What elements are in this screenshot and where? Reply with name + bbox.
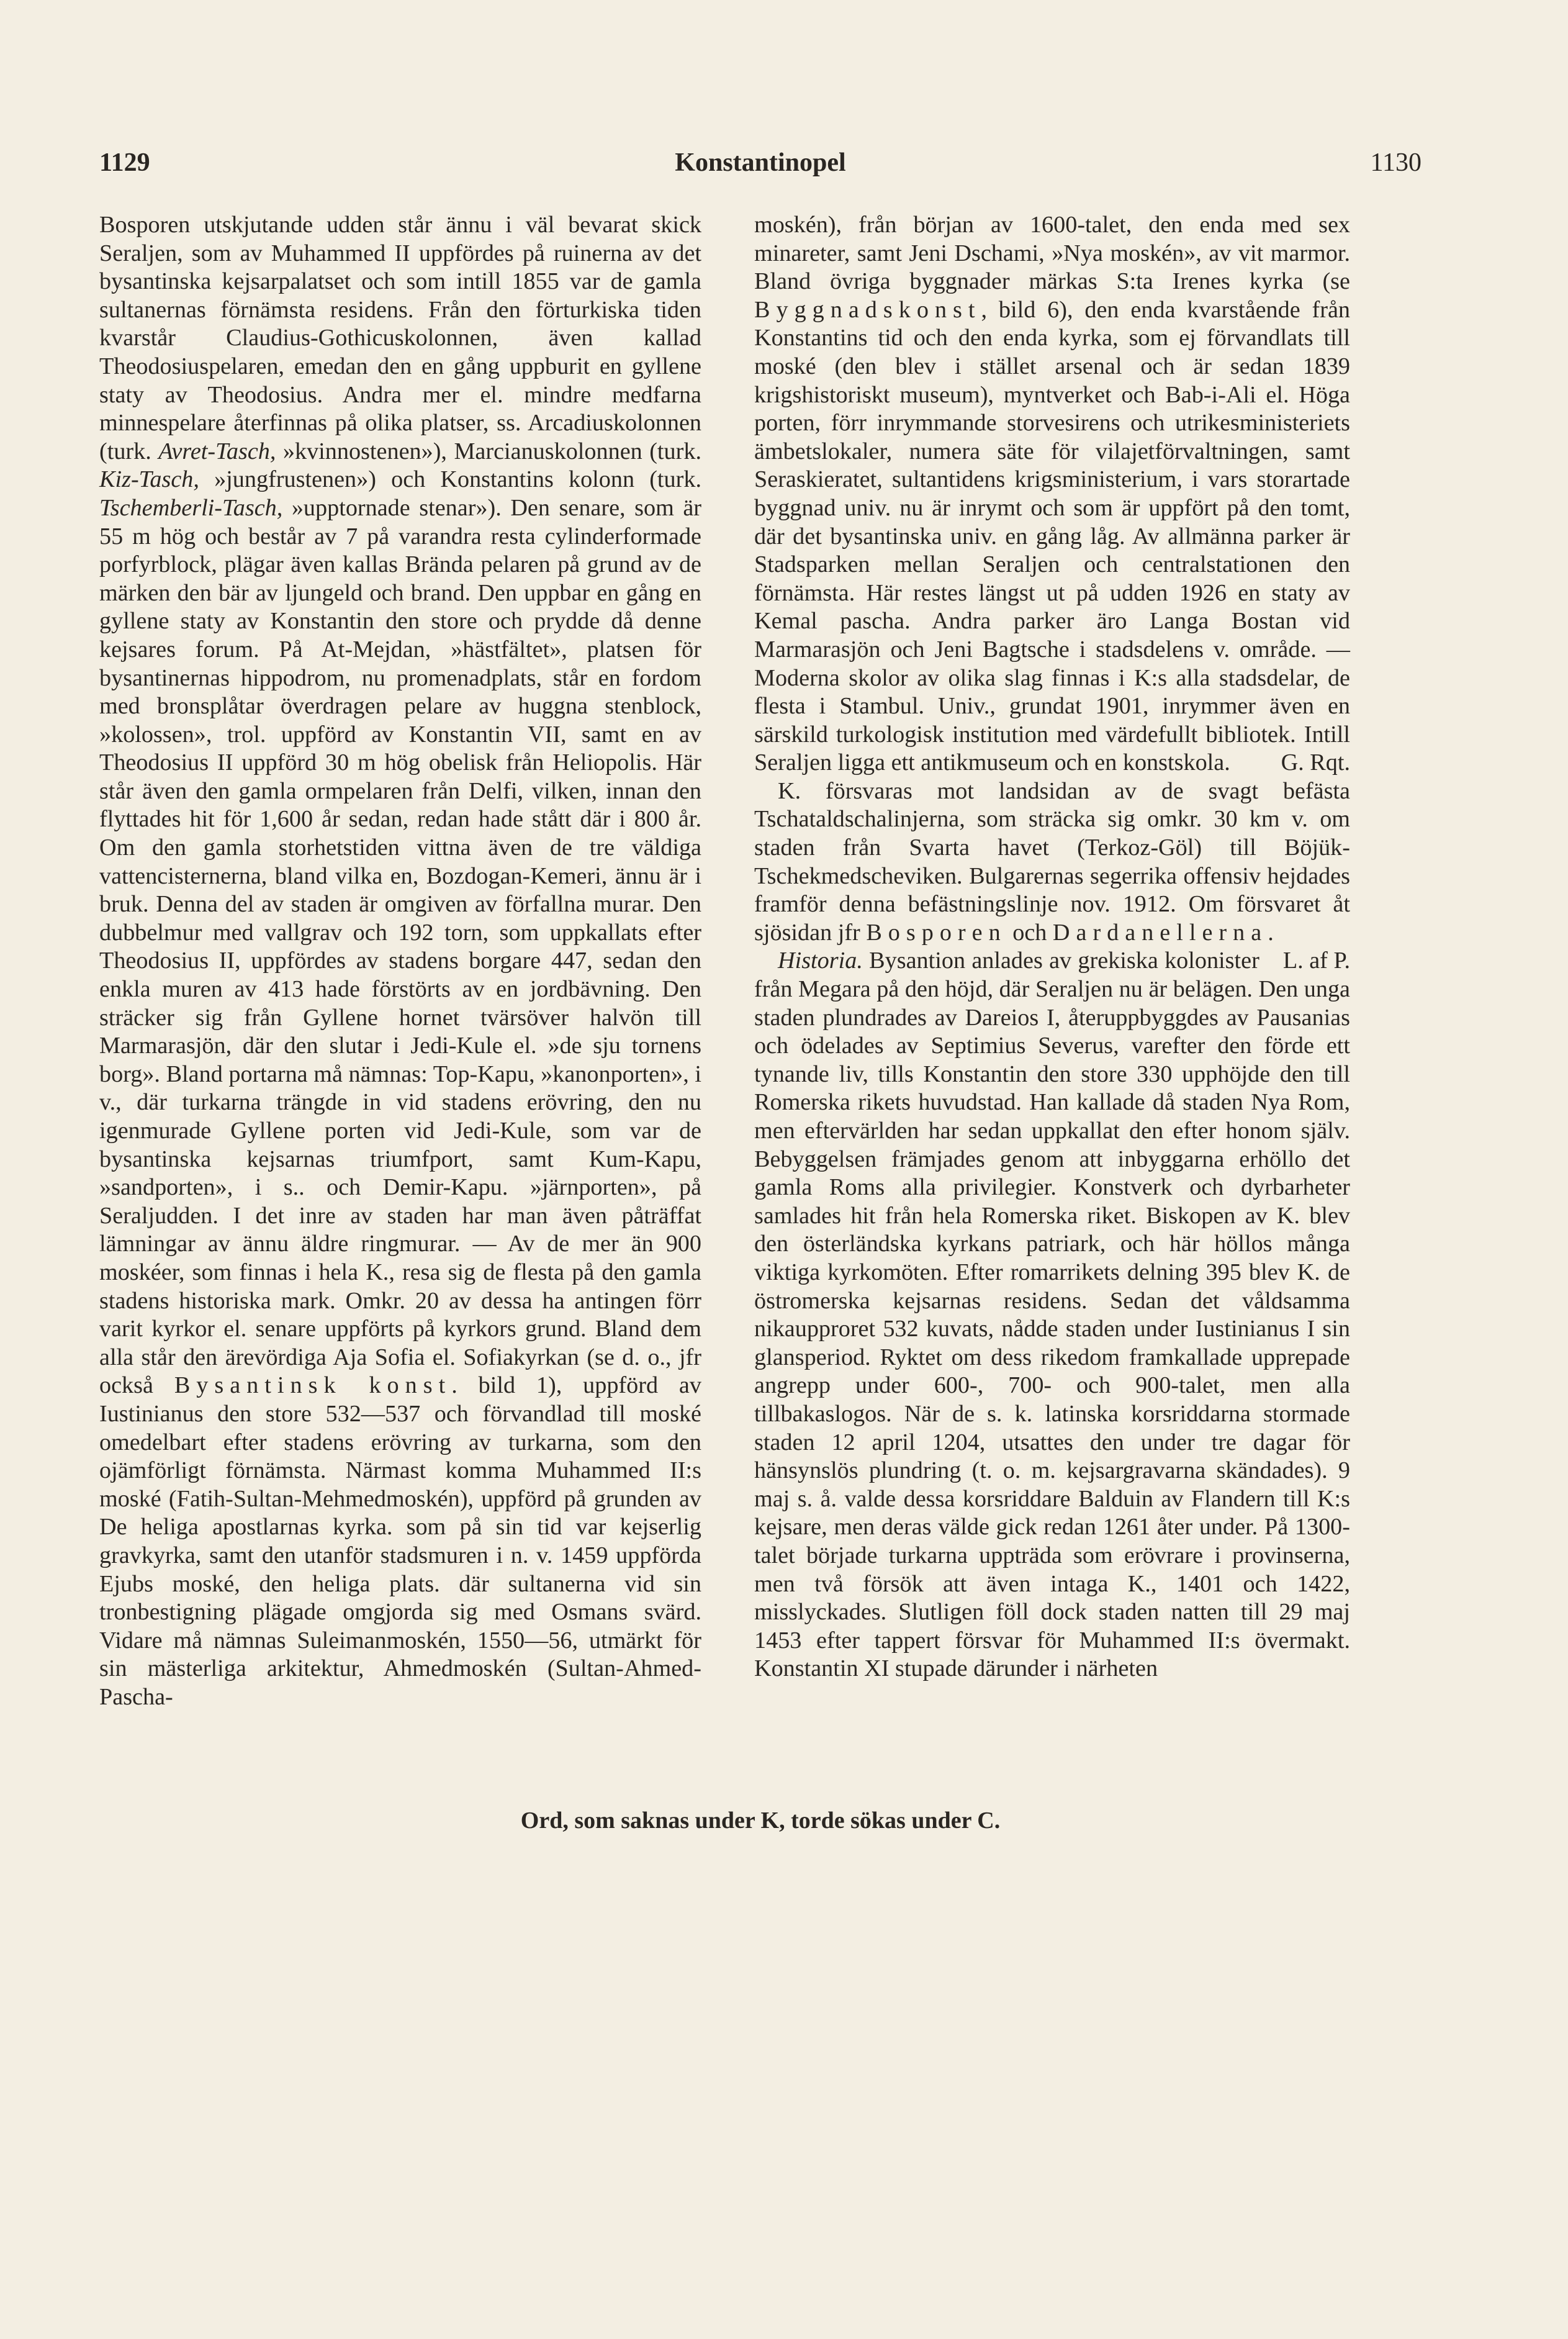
text-run: »upptornade stenar»). Den senare, som är 55 m hög och består av 7 på varandra resta cylinderformade porfyrblock, plägar även kallas Brända pelaren på grund av de märken den bär av ljungeld och brand. Den uppbar en gång en gyllene staty av Konstantin den store och prydde då denne kejsares forum. På At-Mejdan, »hästfältet», platsen för bysantinernas hippodrom, nu promenadplats, står en fordom med bronsplåtar överdragen pelare av huggna stenblock, »kolossen», trol. uppförd av Konstantin VII, samt en av Theodosius II uppförd 30 m hög obelisk från Heliopolis. Här står även den gamla ormpelaren från Delfi, vilken, innan den flyttades hit för 1,600 år sedan, redan hade stått där i 800 år. Om den gamla storhetstiden vittna även de tre väldiga vattencisternerna, bland vilka en, Bozdogan-Kemeri, ännu är i bruk. Denna del av staden är omgiven av förfallna murar. Den dubbelmur med vallgrav och 192 torn, som uppkallats efter Theodosius II, uppfördes av stadens borgare 447, sedan den enkla muren av 413 hade förstörts av en jordbävning. Den sträcker sig från Gyllene hornet tvärsöver halvön till Marmarasjön, där den slutar i Jedi-Kule el. »de sju tornens borg». Bland portarna må nämnas: Top-Kapu, »kanonporten», i v., där turkarna trängde in vid stadens erövring, den nu igenmurade Gyllene porten vid Jedi-Kule, som var de bysantinska kejsarnas triumfport, samt Kum-Kapu, »sandporten», i s.. och Demir-Kapu. »järnporten», på Seraljudden. I det inre av staden har man även påträffat lämningar av ännu äldre ringmurar. — Av de mer än 900 moskéer, som finnas i hela K., resa sig de flesta på den gamla stadens historiska mark. Omkr. 20 av dessa ha antingen förr varit kyrkor el. senare uppförts på kyrkors grund. Bland dem alla står den ärevördiga Aja Sofia el. Sofiakyrkan (se d. o., jfr också bbox=[99, 494, 701, 1399]
right-paragraph-3 bbox=[754, 947, 1350, 1683]
text-run: Bosporen utskjutande udden står ännu i väl bevarat skick Seraljen, som av Muhammed II uppfördes på ruinerna av det bysantinska kejsarpalatset och som intill 1855 var de gamla sultanernas förnämsta residens. Från den förturkiska tiden kvarstår Claudius-Gothicuskolonnen, även kallad Theodosiuspelaren, emedan den en gång uppburit en gyllene staty av Theodosius. Andra mer el. mindre medfarna minnespelare återfinnas på olika platser, ss. Arcadiuskolonnen (turk. bbox=[99, 212, 701, 464]
cross-reference: Dardanellerna bbox=[1052, 919, 1268, 946]
left-paragraph bbox=[99, 211, 701, 1711]
text-run: »kvinnostenen»), Marcianuskolonnen (turk. bbox=[276, 438, 701, 464]
page-title: Konstantinopel bbox=[675, 148, 846, 177]
cross-reference: Bosporen bbox=[866, 919, 1007, 946]
text-run: och bbox=[1006, 919, 1053, 946]
text-run: moskén), från början av 1600-talet, den enda med sex minareter, samt Jeni Dschami, »Nya moskén», av vit marmor. Bland övriga byggnader märkas S:ta Irenes kyrka (se bbox=[754, 212, 1350, 295]
text-run: K. försvaras mot landsidan av de svagt befästa Tschataldschalinjerna, som sträcka sig omkr. 30 km v. om staden från Svarta havet (Terkoz-Göl) till Böjük-Tschekmedscheviken. Bulgarernas segerrika offensiv hejdades framför denna befästningslinje nov. 1912. Om försvaret åt sjösidan jfr bbox=[754, 777, 1350, 946]
page-number-left: 1129 bbox=[99, 148, 150, 177]
cross-reference: Byggnadskonst bbox=[754, 296, 981, 323]
italic-term: Avret-Tasch, bbox=[158, 438, 276, 464]
text-run: , bild 6), den enda kvarstående från Konstantins tid och den enda kyrka, som ej förvandlats till moské (den blev i stället arsenal och är sedan 1839 krigshistoriskt museum), myntverket och Bab-i-Ali el. Höga porten, förr inrymmande storvesirens och utrikesministeriets ämbetslokaler, numera säte för vilajetförvaltningen, samt Seraskieratet, sultantidens krigsministerium, i vars storartade byggnad univ. nu är inrymt och som är uppfört på den tomt, där det bysantinska univ. en gång låg. Av allmänna parker är Stadsparken mellan Seraljen och centralstationen den förnämsta. Här restes längst ut på udden 1926 en staty av Kemal pascha. Andra parker äro Langa Bostan vid Marmarasjön och Jeni Bagtsche i stadsdelens v. område. — Moderna skolor av olika slag finnas i K:s alla stadsdelar, de flesta i Stambul. Univ., grundat 1901, inrymmer även en särskild turkologisk institution med värdefullt bibliotek. Intill Seraljen ligga ett antikmuseum och en konstskola. bbox=[754, 296, 1350, 776]
author-signature: L. af P. bbox=[1282, 948, 1350, 974]
section-heading: Historia. bbox=[778, 948, 863, 974]
footer-note: Ord, som saknas under K, torde sökas under C. bbox=[520, 1807, 1001, 1834]
page-number-right: 1130 bbox=[1370, 148, 1422, 177]
cross-reference: Bysantinsk konst bbox=[174, 1372, 452, 1399]
text-run: Bysantion anlades av grekiska kolonister från Megara på den höjd, där Seraljen nu är belägen. Den unga staden plundrades av Dareios I, återuppbyggdes av Pausanias och ödelades av Septimius Severus, varefter den förde ett tynande liv, tills Konstantin den store 330 upphöjde den till Romerska rikets huvudstad. Han kallade då staden Nya Rom, men eftervärlden har sedan uppkallat den efter honom själv. Bebyggelsen främjades genom att inbyggarna erhöllo det gamla Roms alla privilegier. Konstverk och dyrbarheter samlades hit från hela Romerska riket. Biskopen av K. blev den österländska kyrkans patriark, och här höllos många viktiga kyrkomöten. Efter romarrikets delning 395 blev K. de östromerska kejsarnas residens. Sedan det våldsamma nikaupproret 532 kuvats, nådde staden under Iustinianus I sin glansperiod. Ryktet om dess rikedom framkallade upprepade angrepp under 600-, 700- och 900-talet, men alla tillbakaslogos. När de s. k. latinska korsriddarna stormade staden 12 april 1204, utsattes den under tre dagar för hänsynslös plundring (t. o. m. kejsargravarna skändades). 9 maj s. å. valde dessa korsriddare Balduin av Flandern till K:s kejsare, men deras välde gick redan 1261 åter under. På 1300-talet började turkarna uppträda som erövrare i provinserna, men två försök att även intaga K., 1401 och 1422, misslyckades. Slutligen föll dock staden natten till 29 maj 1453 efter tappert försvar för Muhammed II:s övermakt. Konstantin XI stupade därunder i närheten bbox=[754, 948, 1350, 1682]
text-run: . bbox=[1268, 919, 1274, 946]
right-paragraph-1 bbox=[754, 211, 1350, 777]
left-column bbox=[99, 211, 701, 1711]
text-run: »jungfrustenen») och Konstantins kolonn (turk. bbox=[199, 466, 701, 493]
italic-term: Tschemberli-Tasch, bbox=[99, 494, 283, 521]
text-run: . bild 1), uppförd av Iustinianus den store 532—537 och förvandlad till moské omedelbart efter stadens erövring av turkarna, som den ojämförligt förnämsta. Närmast komma Muhammed II:s moské (Fatih-Sultan-Mehmedmoskén), uppförd på grunden av De heliga apostlarnas kyrka. som på sin tid var kejserlig gravkyrka, samt den utanför stadsmuren i n. v. 1459 uppförda Ejubs moské, den heliga plats. där sultanerna vid sin tronbestigning plägade omgjorda sig med Osmans svärd. Vidare må nämnas Suleimanmoskén, 1550—56, utmärkt för sin mästerliga arkitektur, Ahmedmoskén (Sultan-Ahmed-Pascha- bbox=[99, 1372, 701, 1710]
italic-term: Kiz-Tasch, bbox=[99, 466, 199, 493]
author-signature: G. Rqt. bbox=[1281, 749, 1350, 776]
page-header bbox=[99, 148, 1422, 191]
right-column bbox=[754, 211, 1350, 1683]
